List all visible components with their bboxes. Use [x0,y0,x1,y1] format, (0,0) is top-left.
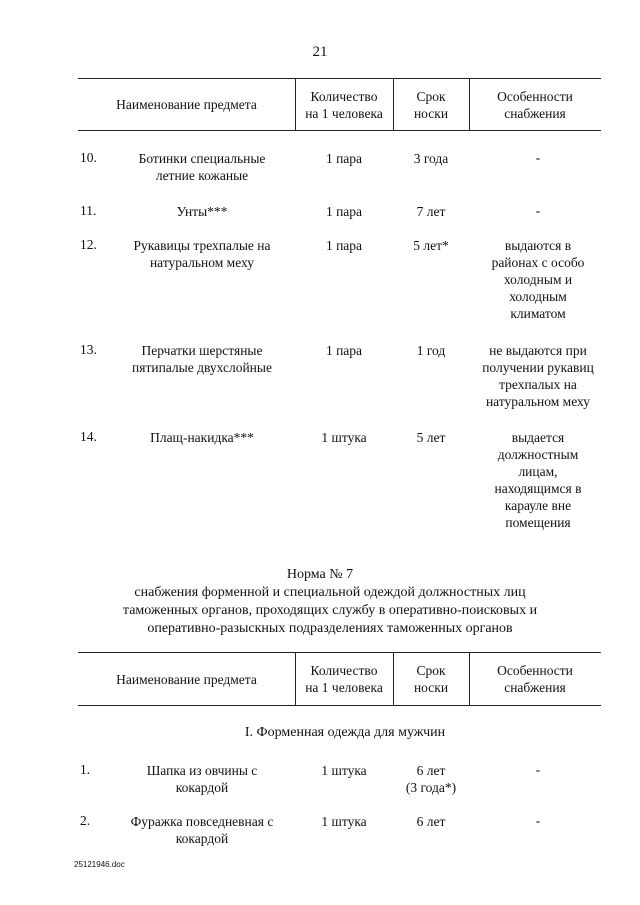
item-name: Шапка из овчины с кокардой [146,763,258,795]
item-name: Фуражка повседневная с кокардой [130,814,274,846]
row-number: 10. [80,150,97,165]
footer-document-name: 25121946.doc [74,860,125,869]
row-number: 2. [80,813,91,828]
item-term: 6 лет (3 года*) [405,763,457,795]
row-number: 1. [80,762,91,777]
item-quantity: 1 пара [325,151,363,166]
item-name: Унты*** [176,204,228,219]
norm-title: Норма № 7 [286,567,354,582]
table1-header-bottom-rule [78,130,601,131]
header-notes: Особенности снабжения [497,663,573,695]
item-term: 5 лет* [413,238,449,253]
item-quantity: 1 пара [325,343,363,358]
item-quantity: 1 штука [321,814,367,829]
header-quantity: Количество на 1 человека [305,89,383,121]
item-quantity: 1 пара [325,238,363,253]
item-note: - [535,203,541,218]
item-name: Ботинки специальные летние кожаные [138,151,266,183]
item-term: 6 лет [416,814,446,829]
item-note: выдаются в районах с особо холодным и холодным климатом [491,238,585,321]
item-note: - [535,150,541,165]
item-term: 7 лет [416,204,446,219]
table2-header-top-rule [78,652,601,653]
item-note: - [535,762,541,777]
row-number: 12. [80,237,97,252]
item-name: Плащ-накидка*** [150,430,254,445]
item-quantity: 1 штука [321,763,367,778]
item-term: 1 год [416,343,446,358]
norm-description: снабжения форменной и специальной одеждой должностных лиц таможенных органов, проходящих службу в оперативно-поисковых и оперативно-разыскных подразделениях таможенных органов [122,585,538,636]
item-note: - [535,813,541,828]
header-term: Срок носки [413,89,449,121]
row-number: 14. [80,429,97,444]
header-term: Срок носки [413,663,449,695]
header-quantity: Количество на 1 человека [305,663,383,695]
item-quantity: 1 штука [321,430,367,445]
section-title: I. Форменная одежда для мужчин [244,725,446,740]
page-number: 21 [312,44,328,60]
header-notes: Особенности снабжения [497,89,573,121]
item-note: не выдаются при получении рукавиц трехпалых на натуральном меху [482,343,594,409]
item-term: 5 лет [416,430,446,445]
table1-header-top-rule [78,78,601,79]
row-number: 11. [80,203,97,218]
item-name: Рукавицы трехпалые на натуральном меху [133,238,271,270]
item-note: выдается должностным лицам, находящимся в карауле вне помещения [494,430,582,530]
header-name: Наименование предмета [116,672,257,687]
table2-header-bottom-rule [78,705,601,706]
item-name: Перчатки шерстяные пятипалые двухслойные [132,343,272,375]
item-term: 3 года [413,151,449,166]
header-name: Наименование предмета [116,97,257,112]
row-number: 13. [80,342,97,357]
item-quantity: 1 пара [325,204,363,219]
